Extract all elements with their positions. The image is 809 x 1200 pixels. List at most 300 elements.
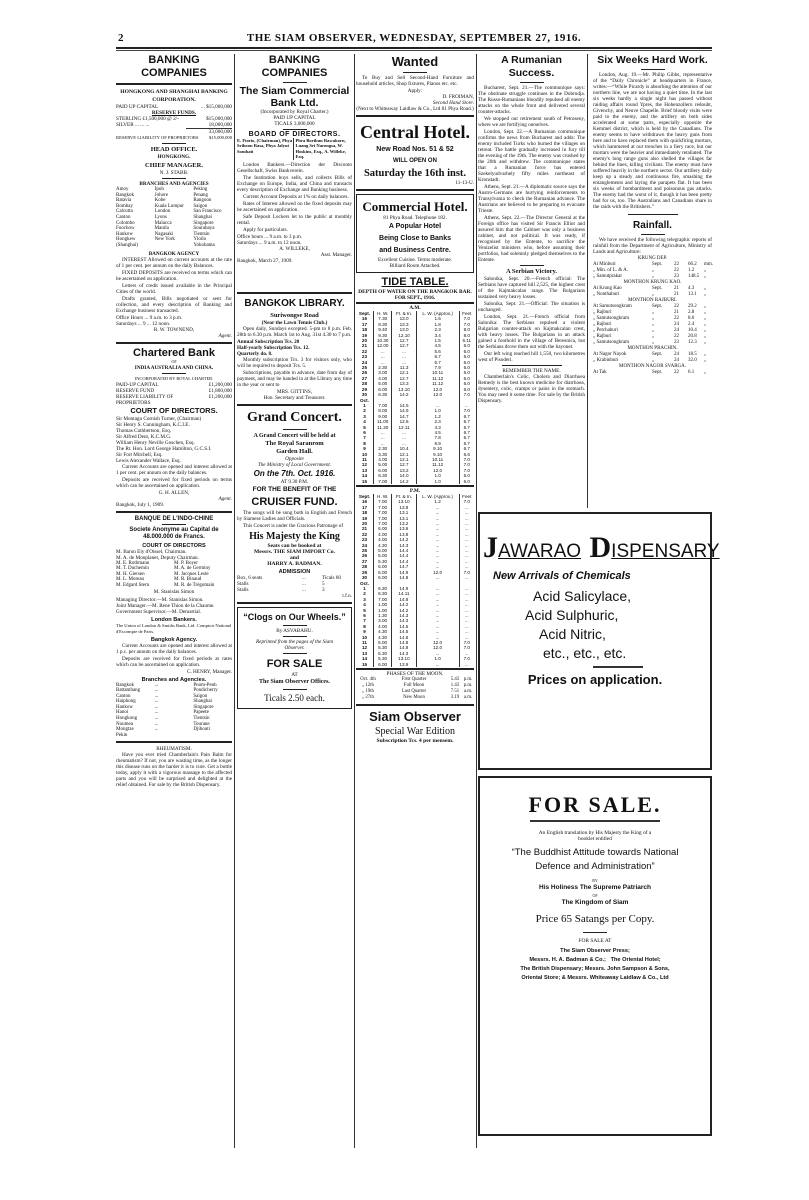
venue: The Royal Saranrom: [265, 439, 324, 447]
line: Opposite: [285, 455, 304, 462]
place: The Siam Observer Offices.: [259, 678, 330, 685]
label: RESERVE LIABILITY OF PROPRIETORS: [116, 135, 199, 140]
by: BY: [592, 878, 598, 883]
paper-name: Siam Observer: [369, 709, 461, 724]
article-title: Rainfall.: [633, 220, 672, 231]
table-cell: 5: [363, 607, 366, 613]
price: Price 65 Satangs per Copy.: [535, 913, 655, 925]
table-cell: 12.0: [416, 468, 459, 473]
and: and: [289, 554, 300, 561]
admission-title: ADMISSION: [278, 568, 311, 575]
table-cell: 12.0: [416, 645, 459, 650]
rainfall-cell: „: [704, 316, 707, 321]
arrivals: New Arrivals of Chemicals: [493, 570, 631, 582]
table-cell: 6.0: [459, 473, 474, 478]
rainfall-cell: „: [704, 370, 707, 375]
war-edition-ad: [356, 709, 474, 744]
table-cell: 14.0: [392, 473, 416, 478]
table-cell: 7.00: [373, 403, 391, 408]
column-header: Feet: [459, 494, 474, 499]
table-cell: 10.11: [416, 370, 459, 375]
table-cell: 14: [361, 473, 368, 479]
table-cell: 1.5: [416, 316, 459, 321]
table-cell: ...: [373, 435, 391, 440]
author: His Holiness The Supreme Patriarch: [539, 884, 651, 891]
table-cell: 27: [361, 375, 368, 381]
branch: [193, 733, 232, 739]
table-cell: ...: [416, 564, 459, 569]
branch: ...: [154, 699, 159, 705]
rainfall-cell: 24: [674, 352, 679, 357]
rainfall-cell: 6.1: [688, 370, 695, 375]
tide-subtitle: DEPTH OF WATER ON THE BANGKOK BAR.: [358, 289, 472, 295]
table-cell: 13.8: [392, 505, 416, 510]
column-rule: [587, 54, 588, 508]
table-cell: 14.2: [392, 537, 416, 542]
initial: D: [589, 531, 612, 564]
table-cell: ...: [392, 430, 416, 435]
table-cell: 12.1: [392, 457, 416, 462]
table-cell: 16: [361, 316, 368, 322]
branch: [155, 733, 194, 739]
table-cell: 14.2: [392, 479, 416, 484]
table-cell: 6.0: [459, 479, 474, 484]
branch: Lyons: [154, 214, 167, 220]
branch: Tientsin: [193, 231, 210, 237]
table-cell: 6.0: [459, 387, 474, 392]
table-cell: 6.00: [373, 387, 391, 392]
rainfall-cell: 13.1: [688, 292, 697, 297]
branch: Canton: [116, 693, 131, 699]
table-cell: 6: [363, 429, 366, 435]
sale-at: FOR SALE AT: [578, 938, 612, 944]
table-cell: 4.30: [374, 635, 392, 640]
value: $15,000,000: [209, 135, 232, 140]
section-heading: BANKING COMPANIES: [261, 54, 328, 79]
branch-list: [116, 683, 232, 739]
reprinted: Reprinted from the pages of the Siam Observer.: [255, 638, 334, 651]
table-cell: 14.3: [392, 543, 416, 548]
table-cell: 20: [361, 338, 368, 344]
moon-title: PHASES OF THE MOON.: [386, 671, 444, 677]
head-office: HEAD OFFICE.: [150, 146, 198, 153]
table-cell: 14.11: [392, 591, 416, 596]
ref: 11-13-U.: [455, 180, 474, 186]
table-cell: ...: [416, 591, 459, 596]
firm: Messrs. THE SIAM IMPORT Co.: [253, 548, 336, 555]
rainfall-cell: „ Petchaburi: [593, 328, 618, 333]
rainfall-cell: 29.2: [688, 304, 697, 309]
branch: Foochow: [116, 226, 135, 232]
table-cell: 14.9: [392, 570, 416, 575]
table-cell: ...: [416, 516, 459, 521]
table-cell: 5.00: [374, 548, 392, 553]
table-cell: ...: [373, 441, 391, 446]
branch: ...: [154, 710, 159, 716]
moon-cell: „ 12th: [362, 683, 374, 688]
concert-text: This Concert is under the Gracious Patronage of: [243, 522, 344, 529]
table-cell: 11.30: [373, 425, 391, 430]
rainfall-cell: „: [652, 334, 655, 339]
ad-text: Have you ever tried Chamberlain's Pain Balm for rheumatism? If not, you are wasting time, as the longer this disease runs on the harder it is to cure. Get a bottle today, apply it with a vigorous massage to the affected parts and you will be surprised and delighted at the relief obtained. For sale by the British Dispensary.: [116, 752, 232, 789]
branch: Singapore: [193, 220, 214, 226]
table-cell: 1.30: [374, 613, 392, 618]
line: Excellent Cuisine. Terms moderate.: [377, 257, 453, 263]
table-cell: 7.0: [459, 408, 474, 413]
rainfall-cell: „ Rajburi: [593, 322, 612, 327]
rainfall-cell: „: [704, 304, 707, 309]
table-cell: 22: [361, 531, 368, 537]
branch: Tourane: [193, 721, 210, 727]
table-cell: 14.6: [392, 408, 416, 413]
table-cell: 12.10: [392, 333, 416, 338]
table-cell: 26: [361, 553, 368, 559]
ad-title: REMEMBER THE NAME.: [502, 368, 561, 374]
table-cell: ...: [416, 521, 459, 526]
moon-cell: 1.43: [450, 683, 460, 688]
table-cell: 13.1: [392, 510, 416, 515]
rainfall-cell: Sept.: [652, 304, 663, 309]
table-cell: 7.00: [374, 510, 392, 515]
column-header: L. W. (Approx.): [416, 494, 459, 499]
column-rule: [354, 54, 355, 1148]
table-cell: ...: [392, 349, 416, 354]
concert-text: The songs will be sung both in English and French by Siamese Ladies and Officials.: [237, 509, 352, 522]
paragraph: Salonika, Sept. 21.—Official: The situation is unchanged.: [478, 301, 585, 313]
table-cell: 7.0: [459, 462, 474, 467]
table-cell: ...: [459, 613, 474, 618]
branch: Shanghai: [193, 214, 212, 220]
stockist: Oriental Store; & Messrs. Whiteaway Laidlaw & Co., Ltd: [521, 975, 669, 981]
table-cell: ...: [459, 662, 474, 667]
table-cell: ...: [459, 553, 474, 558]
value: £1,200,000: [208, 393, 232, 400]
table-cell: 5.6: [416, 349, 459, 354]
rainfall-table: [593, 256, 712, 376]
table-cell: ...: [459, 516, 474, 521]
branch: Canton: [116, 214, 131, 220]
paragraph: INTEREST Allowed on current accounts at the rate of 1 per cent. per annum on the daily Balances.: [116, 256, 232, 269]
paragraph: We stopped our retirement south of Petroseny, where we are fortifying ourselves.: [478, 116, 585, 128]
article-body: [478, 276, 585, 363]
rainfall-cell: „: [652, 358, 655, 363]
moon-cell: Last Quarter: [401, 689, 427, 694]
table-cell: 11.12: [416, 376, 459, 381]
rainfall-cell: Sept.: [652, 370, 663, 375]
table-cell: 6.30: [374, 591, 392, 596]
table-cell: 4.00: [373, 376, 391, 381]
table-cell: 6.0: [459, 365, 474, 370]
paragraph: FIXED DEPOSITS are received on terms which can be ascertained on application.: [116, 269, 232, 282]
book-title: “The Buddhist Attitude towards National Defence and Administration”: [511, 847, 679, 872]
branch: ...: [154, 727, 159, 733]
capital-label: PAID UP CAPITAL: [273, 115, 316, 121]
branch: Singapore: [193, 704, 214, 710]
table-cell: 7.0: [459, 392, 474, 397]
table-cell: ...: [392, 441, 416, 446]
table-cell: 11.3: [392, 365, 416, 370]
branch: Amoy: [116, 187, 129, 192]
table-cell: 7.00: [374, 516, 392, 521]
moon-cell: „ 27th: [362, 695, 374, 700]
table-cell: 5.00: [373, 381, 391, 386]
intro: An English translation by His Majesty the King of a booklet entitled: [538, 830, 652, 842]
director: Lewis Alexander Wallace, Esq.: [116, 457, 181, 464]
table-cell: ...: [416, 403, 459, 408]
hsbc-ad: [116, 88, 232, 339]
hotel-name: Commercial Hotel.: [362, 199, 468, 214]
role: Hon. Secretary and Treasurer.: [263, 394, 326, 401]
table-cell: ...: [416, 510, 459, 515]
table-cell: 29: [361, 386, 368, 392]
table-cell: 5.30: [374, 559, 392, 564]
table-cell: ...: [416, 526, 459, 531]
table-cell: Oct.: [360, 397, 369, 403]
paragraph: London, Sept. 21.—French official from Salonika: The Serbians repulsed a violent Bulgarian counter-attack on Kajmakcalan crest, with heavy losses. The Bulgarians in an attack gained a foothold in the village of Beresnica, but the Serbians drove them out with the bayonet.: [478, 314, 585, 350]
indochine-body: [116, 643, 232, 668]
table-cell: 13: [361, 650, 368, 656]
chartered-body: [116, 464, 232, 489]
branch: Saigon: [193, 203, 208, 209]
table-cell: 7.00: [374, 521, 392, 526]
table-cell: 5.00: [373, 462, 391, 467]
branch: Hankow: [116, 704, 133, 710]
table-cell: 14.3: [392, 618, 416, 623]
branch: Shanghai: [193, 699, 212, 705]
table-cell: 12: [361, 645, 368, 651]
table-cell: 29: [361, 569, 368, 575]
table-cell: 13.3: [392, 381, 416, 386]
wanted-ad: [356, 54, 474, 112]
table-cell: 25: [361, 548, 368, 554]
price-cell: Ticals 60: [322, 574, 341, 581]
name: ISPENSARY: [611, 541, 720, 562]
role: Agent.: [218, 332, 232, 339]
table-cell: 10.4: [392, 446, 416, 451]
table-cell: ...: [459, 532, 474, 537]
rainfall-cell: 1.2: [688, 268, 695, 273]
table-cell: 2.3: [416, 327, 459, 332]
moon-phases: [356, 677, 474, 701]
paragraph: Current Account Deposits at 1% on daily balances.: [243, 193, 349, 200]
newspaper-page: [116, 30, 720, 1148]
table-cell: 12: [361, 462, 368, 468]
saturday-hours: Saturdays ... 9 a.m. to 12 noon.: [237, 239, 302, 246]
branch: Johore: [154, 192, 168, 198]
table-cell: 8: [363, 440, 366, 446]
column-2: [237, 54, 352, 1148]
moon-cell: 3.19: [450, 695, 460, 700]
table-cell: 4.5: [416, 343, 459, 348]
rainfall-cell: 21: [674, 286, 679, 291]
table-cell: ...: [459, 564, 474, 569]
table-cell: 6.0: [459, 370, 474, 375]
moon-cell: „ 19th: [362, 689, 374, 694]
table-cell: 6.7: [459, 419, 474, 424]
price-cell: Stalls: [237, 580, 249, 587]
column-4: [478, 54, 585, 508]
table-row: [356, 479, 474, 484]
table-cell: 6.30: [373, 473, 391, 478]
table-cell: 4.00: [373, 457, 391, 462]
central-hotel-ad: [356, 120, 474, 186]
member-list: [116, 561, 232, 589]
table-cell: 7.0: [459, 645, 474, 650]
table-cell: ...: [416, 613, 459, 618]
director: Thomas Cuthbertson, Esq.: [116, 427, 172, 434]
ad-text: Chamberlain's Colic, Cholera and Diarrhoea Remedy is the best known medicine for diarrhoea, dysentery, colic, cramps or pains in the stomach. You may need it some time. For sale by the British Dispensary.: [478, 374, 585, 404]
table-cell: 1.00: [374, 608, 392, 613]
table-cell: ...: [416, 559, 459, 564]
director: Sir Fort Mitchell, Esq.: [116, 451, 163, 458]
address: 81 Phya Road. Telephone 182.: [383, 215, 447, 221]
table-cell: 23: [361, 354, 368, 360]
member: M. E. Rothmann: [116, 560, 150, 566]
advertiser: D. FROIMAN,: [442, 94, 474, 100]
rainfall-cell: 24: [674, 322, 679, 327]
branch: (Shanghai): [116, 242, 138, 248]
board-title: BOARD OF DIRECTORS.: [248, 131, 341, 138]
price-cell: ...: [302, 574, 306, 581]
rainfall-cell: „: [704, 310, 707, 315]
moon-cell: 5.43: [450, 677, 460, 682]
fee: Half-yearly Subscription Tcs. 12.: [237, 344, 310, 351]
article-title: A Rumanian Success.: [501, 54, 562, 79]
table-cell: 4.5: [416, 430, 459, 435]
paragraph: Our left wing reached hill 1,550, two kilometres west of Pisoderi.: [478, 351, 585, 363]
member: M. R. Binaud: [174, 577, 202, 583]
table-cell: 15: [361, 661, 368, 667]
director: Sir Alfred Dent, K.C.M.G.: [116, 433, 172, 440]
table-cell: Oct.: [360, 580, 369, 586]
table-cell: 14.8: [392, 645, 416, 650]
rainfall-cell: „ Min. of L. & A.: [593, 268, 628, 273]
prices: Prices on application.: [527, 672, 663, 687]
paragraph: London, Sept. 22.—A Rumanian communique confirms the news from Bucharest and adds: The enemy included Turks who burned the villages on retreat. The battle gradually increased in fury till the evening of the 19th. The enemy was crushed by the 20th and withdrew. The communique states that a Rumanian force has entered Szekelyudvarhely fifty miles northeast of Kronstadt.: [478, 129, 585, 183]
table-cell: ...: [459, 526, 474, 531]
rainfall-cell: 32.0: [688, 358, 697, 363]
chairman: M. Baron Ely d'Oissel, Chairman.: [116, 548, 187, 555]
branch: Haiphong: [116, 699, 136, 705]
moon-cell: p.m.: [463, 677, 473, 682]
table-cell: 3: [363, 413, 366, 419]
masthead-rule: [116, 47, 712, 51]
rainfall-cell: „ Samutprakar: [593, 274, 623, 279]
directors-right: Phra Boribun Rawakorn, Luang Sri Narongsa, W. Hoskins, Esq., A. Willeke, Esq.: [295, 138, 346, 160]
table-cell: 21: [361, 343, 368, 349]
table-cell: 3.00: [373, 370, 391, 375]
table-cell: 6.0: [459, 349, 474, 354]
paragraph: Monthly subscription Tcs. 3 for visitors only, who will be required to deposit Tcs. 5.: [237, 356, 352, 369]
column-rule: [476, 54, 477, 1148]
library-name: BANGKOK LIBRARY.: [244, 297, 345, 309]
table-cell: ...: [459, 629, 474, 634]
table-cell: 7.0: [459, 468, 474, 473]
table-cell: 12.00: [373, 343, 391, 348]
table-cell: 8.0: [459, 327, 474, 332]
moon-cell: Full Moon: [403, 683, 425, 688]
moon-cell: Oct. 4th: [360, 677, 376, 682]
rainfall-cell: 2.8: [688, 310, 695, 315]
table-cell: 12.0: [416, 640, 459, 645]
table-cell: 3: [363, 596, 366, 602]
table-cell: 6.00: [373, 468, 391, 473]
article-body: London, Aug. 19.—Mr. Philip Gibbs, representative of the “Daily Chronicle” at headquarters in France, writes:—“While Picardy is absorbing the attention of our northern line, we are not having a quiet time. In the last six weeks hardly a single night has passed without raiding affairs round Ypres, the Hohenzollern redoubt, Givenchy, and Neuve Chapelle. Brief bloody visits were paid to the enemy, and the artillery on both sides accelerated at some parts, especially opposite the Kemmel district, which is held by the Canadians. The enemy seems to have withdrawn the heavy guns from here and to have replaced them with quickfiring mortars, which hammered at our trenches in a fiery race, but our mortars were the heavier and immediately retaliated. The enemy's long range guns also shelled the villages far behind the lines, killing civilians. The enemy must have suffered heavily in the northern sector. Our artillery daily keep up a steady and continuous fire, smashing the entanglements and laying the parapets flat. It has been six weeks of bombardment and poisonous gas attacks. The enemy had the worst of it, though it has been pretty bad for us, too. The Australians and Canadians share in the raids with the Britishers.”: [593, 72, 712, 210]
opening: WILL OPEN ON: [393, 158, 437, 164]
initial: J: [483, 531, 498, 564]
table-cell: 5.30: [374, 645, 392, 650]
table-row: [356, 662, 474, 667]
rainfall-cell: 23: [674, 340, 679, 345]
rainfall-cell: 22: [674, 262, 679, 267]
table-cell: 1.0: [416, 656, 459, 661]
table-cell: 10: [361, 451, 368, 457]
table-cell: 14.2: [392, 392, 416, 397]
branch: Mongtze: [116, 727, 134, 733]
rainfall-cell: „: [652, 316, 655, 321]
product: Acid Salicylace,: [533, 588, 632, 604]
table-cell: 23: [361, 537, 368, 543]
table-cell: 10.30: [373, 338, 391, 343]
line: The Ministry of Local Government.: [257, 461, 332, 468]
capital-row: [116, 394, 232, 406]
article-body: [478, 85, 585, 263]
paragraph: Rates of Interest allowed on the fixed deposits may be ascertained on application.: [237, 200, 352, 213]
paragraph: Deposits are received for fixed periods on terms which can be ascertained on application.: [116, 476, 232, 489]
table-cell: ...: [459, 575, 474, 580]
table-cell: 30: [361, 392, 368, 398]
rainfall-cell: „: [652, 340, 655, 345]
court-title: COURT OF DIRECTORS.: [130, 405, 218, 415]
rainfall-cell: „: [652, 292, 655, 297]
management-line: Joint Manager.—M. Rene Thion de la Chaume.: [116, 602, 215, 609]
table-cell: ...: [459, 543, 474, 548]
table-cell: 4.30: [374, 629, 392, 634]
table-cell: 6.30: [374, 586, 392, 591]
library-body: [237, 357, 352, 388]
role: Asst. Manager.: [320, 251, 352, 258]
branch: Calcutta: [116, 209, 133, 215]
table-cell: 6.00: [374, 662, 392, 667]
table-cell: 24: [361, 542, 368, 548]
table-cell: 7.00: [374, 499, 392, 504]
paragraph: Safe Deposit Lockers let to the public at monthly rental.: [237, 213, 352, 226]
tide-month: FOR SEPT., 1916.: [394, 295, 436, 301]
rainfall-cell: Sept.: [652, 286, 663, 291]
column-header: H. W.: [374, 494, 392, 499]
table-cell: 6.7: [459, 441, 474, 446]
table-cell: 3.00: [374, 618, 392, 623]
moon-cell: a.m.: [463, 689, 473, 694]
rainfall-cell: 4.3: [688, 286, 695, 291]
ad-title: Wanted: [391, 54, 439, 69]
table-cell: 20: [361, 521, 368, 527]
capital: Societe Anonyme au Capital de 48.000.000 de Francs.: [129, 526, 219, 540]
paragraph: Letters of credit issued available in the Principal Cities of the world.: [116, 282, 232, 295]
scb-body: [237, 162, 352, 233]
table-cell: ...: [416, 586, 459, 591]
signatory: R. W. TOWNEND,: [153, 326, 195, 333]
ad-title: RHEUMATISM.: [156, 746, 192, 753]
table-cell: ...: [416, 602, 459, 607]
region-name: MONTHON RAJBURI.: [628, 298, 677, 303]
table-cell: 21: [361, 526, 368, 532]
branch: Malacca: [154, 220, 172, 226]
page-number: 2: [118, 32, 124, 44]
table-cell: ...: [459, 559, 474, 564]
moon-phase: [356, 695, 474, 701]
table-cell: 10.11: [416, 457, 459, 462]
